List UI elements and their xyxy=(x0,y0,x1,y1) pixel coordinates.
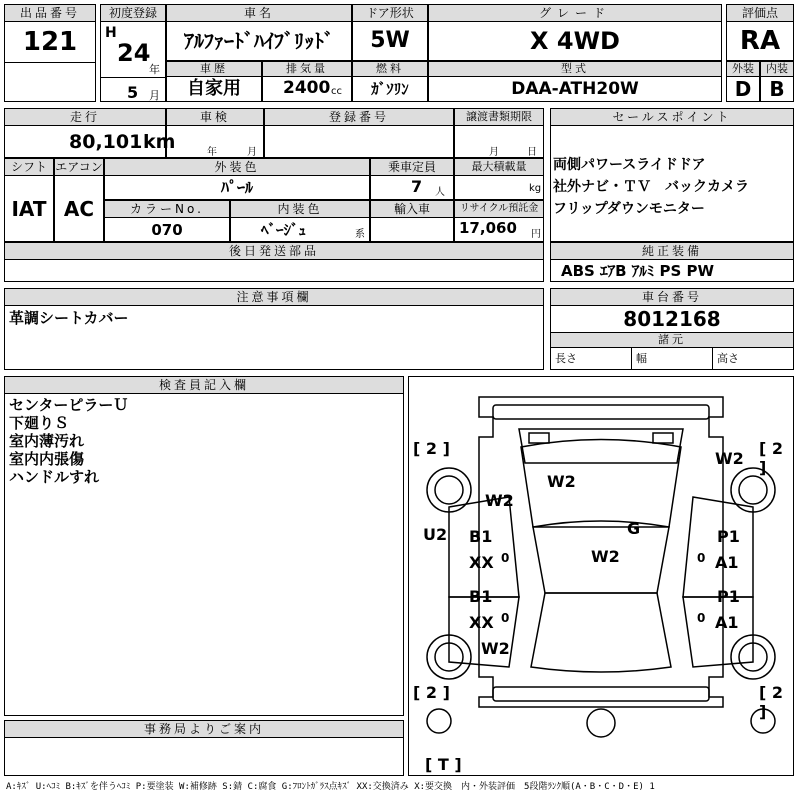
exterior-score: D xyxy=(734,77,752,101)
length-label: 長さ xyxy=(551,348,632,370)
recycle-deposit-cell xyxy=(454,200,544,242)
reg-year-unit: 年 xyxy=(149,63,160,76)
tire-front-left-score: [ 2 ] xyxy=(413,439,450,458)
displacement: 2400 xyxy=(283,78,331,98)
damage-mark: W2 xyxy=(481,639,510,658)
damage-mark: 0 xyxy=(501,611,510,625)
shift-cell xyxy=(4,158,54,242)
mileage-label: 走行 xyxy=(5,109,165,126)
color-number: 070 xyxy=(151,221,183,239)
grade-label: グレード xyxy=(429,5,721,22)
trunk-score: [ T ] xyxy=(425,755,462,774)
sales-points-label: セールスポイント xyxy=(551,109,793,126)
damage-mark: B1 xyxy=(469,527,493,546)
displacement-label: 排気量 xyxy=(263,62,351,77)
damage-mark: XX xyxy=(469,553,494,572)
later-parts-cell xyxy=(4,242,544,282)
import-label: 輸入車 xyxy=(371,201,453,218)
model-code: DAA-ATH20W xyxy=(511,79,639,99)
legend: A:ｷｽﾞ U:ﾍｺﾐ B:ｷｽﾞを伴うﾍｺﾐ P:要塗装 W:補修跡 S:錆 C:腐食 G:ﾌﾛﾝﾄｶﾞﾗｽ点ｷｽﾞ XX:交換済み X:要交換 内・外装評価 5段階ﾗﾝｸ順(A・B・C・D・E) 1 xyxy=(6,782,655,792)
first-registration-cell xyxy=(100,4,166,102)
interior-color: ﾍﾞｰｼﾞｭ xyxy=(261,221,307,239)
front-bumper xyxy=(493,405,709,419)
tire-rear-right-score: [ 2 ] xyxy=(759,683,784,721)
sales-point: 社外ナビ・ＴＶ バックカメラ xyxy=(553,179,749,195)
exterior-color: ﾊﾟｰﾙ xyxy=(220,178,253,197)
car-name-cell xyxy=(166,4,352,61)
reg-month-unit: 月 xyxy=(149,89,160,102)
headlight-right xyxy=(653,433,673,443)
damage-mark: 0 xyxy=(697,611,706,625)
history-cell xyxy=(166,61,262,102)
transfer-day-unit: 日 xyxy=(527,147,537,158)
damage-diagram xyxy=(408,376,794,776)
chassis-label: 車台番号 xyxy=(551,289,793,306)
import-cell xyxy=(370,200,454,242)
aircon: AC xyxy=(63,197,95,221)
history: 自家用 xyxy=(187,78,241,99)
wheel-front-left xyxy=(427,468,471,512)
inspector-note: 下廻りＳ xyxy=(9,414,70,432)
damage-mark: W2 xyxy=(591,547,620,566)
door-label: ドア形状 xyxy=(353,5,427,22)
damage-mark: A1 xyxy=(715,613,739,632)
rear-bumper xyxy=(493,687,709,701)
aircon-cell xyxy=(54,158,104,242)
mileage-cell xyxy=(4,108,176,158)
capacity-unit: 人 xyxy=(435,187,445,198)
damage-mark: A1 xyxy=(715,553,739,572)
left-front-door xyxy=(449,497,519,597)
interior-score-cell xyxy=(760,61,794,102)
inspector-notes-label: 検査員記入欄 xyxy=(5,377,403,394)
car-name: ｱﾙﾌｧｰﾄﾞﾊｲﾌﾞﾘｯﾄﾞ xyxy=(184,29,334,53)
color-number-cell xyxy=(104,200,230,242)
inspector-note: センターピラーＵ xyxy=(9,396,129,414)
score-label: 評価点 xyxy=(727,5,793,22)
damage-mark: P1 xyxy=(717,527,740,546)
notes-label: 注意事項欄 xyxy=(5,289,543,306)
score-cell xyxy=(726,4,794,61)
grade-cell xyxy=(428,4,722,61)
width-label: 幅 xyxy=(632,348,713,370)
model-label: 型式 xyxy=(429,62,721,77)
registration-number-label: 登録番号 xyxy=(265,109,453,126)
notes-cell xyxy=(4,288,544,370)
max-load-unit: kg xyxy=(529,183,542,194)
capacity-label: 乗車定員 xyxy=(371,159,453,176)
sales-points-cell xyxy=(550,108,794,242)
damage-mark: W2 xyxy=(485,491,514,510)
fuel-label: 燃料 xyxy=(353,62,427,77)
max-load-cell xyxy=(454,158,544,200)
mileage: 80,101 xyxy=(69,131,143,153)
era: H xyxy=(105,25,117,41)
lot-number-cell xyxy=(4,4,96,102)
exterior-score-cell xyxy=(726,61,760,102)
damage-mark: 0 xyxy=(697,551,706,565)
shift: IAT xyxy=(11,197,47,221)
interior-score: B xyxy=(769,77,785,101)
score: RA xyxy=(739,26,781,56)
interior-score-label: 内装 xyxy=(761,62,793,77)
tire-front-right-score: [ 2 ] xyxy=(759,439,784,477)
exterior-color-cell xyxy=(104,158,370,200)
transfer-month-unit: 月 xyxy=(489,147,499,158)
damage-mark: 0 xyxy=(501,551,510,565)
max-load-label: 最大積載量 xyxy=(455,159,543,176)
displacement-unit: cc xyxy=(331,86,342,97)
grade: X 4WD xyxy=(530,27,620,55)
damage-mark: U2 xyxy=(423,525,448,544)
door-cell xyxy=(352,4,428,61)
height-label: 高さ xyxy=(717,352,739,365)
inspector-notes-cell xyxy=(4,376,404,716)
damage-mark: W2 xyxy=(547,472,576,491)
lot-number: 121 xyxy=(22,27,78,57)
capacity: 7 xyxy=(411,177,423,196)
tire-rear-left-score: [ 2 ] xyxy=(413,683,450,702)
recycle-deposit: 17,060 xyxy=(459,219,517,237)
inspector-note: 室内薄汚れ xyxy=(9,432,85,450)
aircon-label: エアコン xyxy=(55,160,103,174)
inspector-note: ハンドルすれ xyxy=(9,468,100,486)
capacity-cell xyxy=(370,158,454,200)
history-label: 車歴 xyxy=(167,62,261,77)
damage-mark: P1 xyxy=(717,587,740,606)
reg-year: 24 xyxy=(117,39,151,67)
inspection-year-unit: 年 xyxy=(207,147,217,158)
exterior-score-label: 外装 xyxy=(727,62,759,77)
transfer-deadline-cell xyxy=(454,108,544,158)
interior-color-label: 内装色 xyxy=(231,201,369,218)
sales-point: フリップダウンモニター xyxy=(553,201,705,217)
damage-mark: G xyxy=(627,519,641,538)
car-outline-diagram xyxy=(409,377,793,775)
right-front-door xyxy=(683,497,753,597)
equipment-label: 純正装備 xyxy=(551,243,793,260)
chassis-number: 8012168 xyxy=(551,306,793,333)
fuel: ｶﾞｿﾘﾝ xyxy=(371,80,409,98)
interior-color-suffix: 系 xyxy=(355,229,365,240)
displacement-cell xyxy=(262,61,352,102)
rear-window xyxy=(531,593,671,672)
right-rear-door xyxy=(683,597,753,667)
transfer-deadline-label: 譲渡書類期限 xyxy=(455,109,543,126)
chassis-cell xyxy=(550,288,794,370)
inspection-label: 車検 xyxy=(167,109,263,126)
inspection-month-unit: 月 xyxy=(247,147,257,158)
office-notice-cell xyxy=(4,720,404,776)
interior-color-cell xyxy=(230,200,370,242)
windshield xyxy=(521,440,681,528)
door-type: 5W xyxy=(370,28,410,53)
mileage-unit: km xyxy=(143,131,176,153)
reg-month: 5 xyxy=(127,83,139,102)
damage-mark: W2 xyxy=(715,449,744,468)
shift-label: シフト xyxy=(5,159,53,176)
car-name-label: 車名 xyxy=(167,5,351,22)
notes: 革調シートカバー xyxy=(9,309,129,327)
recycle-deposit-label: リサイクル預託金 xyxy=(455,201,543,218)
equipment-cell xyxy=(550,242,794,282)
recycle-deposit-unit: 円 xyxy=(531,229,541,240)
inspection-cell xyxy=(166,108,264,158)
model-cell xyxy=(428,61,722,102)
damage-mark: B1 xyxy=(469,587,493,606)
later-parts-label: 後日発送部品 xyxy=(5,243,543,260)
exterior-color-label: 外装色 xyxy=(105,159,369,176)
office-notice-label: 事務局よりご案内 xyxy=(5,721,403,738)
damage-mark: XX xyxy=(469,613,494,632)
sales-point: 両側パワースライドドア xyxy=(553,157,706,173)
equipment: ABS ｴｱB ｱﾙﾐ PS PW xyxy=(561,262,715,280)
specs-label: 諸元 xyxy=(551,333,793,348)
spare-tire xyxy=(427,709,451,733)
color-number-label: カラーNo. xyxy=(105,201,229,218)
lot-number-label: 出品番号 xyxy=(5,5,95,22)
registration-number-cell xyxy=(264,108,454,158)
inspector-note: 室内内張傷 xyxy=(9,450,85,468)
fuel-cell xyxy=(352,61,428,102)
headlight-left xyxy=(529,433,549,443)
hood xyxy=(519,429,683,463)
spare-tire-rear xyxy=(587,709,615,737)
first-registration-label: 初度登録 xyxy=(101,5,165,22)
